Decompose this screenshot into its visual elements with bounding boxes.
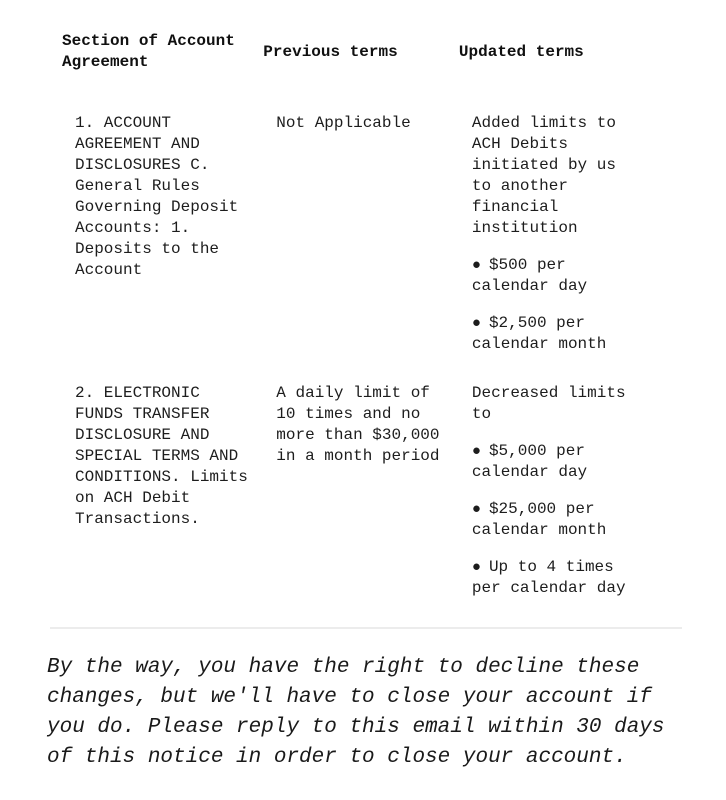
row2-bullet-2-text: $25,000 per calendar month (471, 500, 607, 539)
column-header-updated-terms: Updated terms (458, 42, 584, 61)
cell-row2-updated (459, 383, 686, 627)
horizontal-divider (50, 627, 682, 629)
list-item (472, 557, 639, 599)
table-row (62, 113, 686, 383)
list-item (472, 441, 639, 483)
row2-previous-text: A daily limit of 10 times and no more than $30,000 in a month period (276, 384, 440, 465)
list-item (472, 499, 639, 541)
bullet-icon: ● (471, 257, 481, 274)
list-item (472, 255, 639, 297)
cell-row2-section (62, 383, 263, 627)
cell-row1-previous (263, 113, 459, 383)
row1-bullet-2-text: $2,500 per calendar month (471, 314, 607, 353)
bullet-icon: ● (471, 315, 481, 332)
row1-section-text: 1. ACCOUNT AGREEMENT AND DISCLOSURES C. General Rules Governing Deposit Accounts: 1. Deposits to the Account (75, 114, 239, 279)
cell-row1-updated (459, 113, 686, 383)
row2-bullet-1-text: $5,000 per calendar day (471, 442, 588, 481)
list-item (472, 313, 639, 355)
column-header-previous-terms: Previous terms (263, 42, 398, 61)
decline-rights-note: By the way, you have the right to decline these changes, but we'll have to close your account if you do. Please reply to this email within 30 days of this notice in order to close your account. (47, 656, 665, 769)
row1-updated-intro: Added limits to ACH Debits initiated by us to another financial institution (471, 114, 616, 237)
column-header-section: Section of Account Agreement (62, 32, 235, 71)
bullet-icon: ● (471, 443, 481, 460)
table-header-row (62, 31, 686, 113)
cell-row1-section (62, 113, 263, 383)
row1-previous-text: Not Applicable (276, 114, 411, 132)
cell-row2-previous (263, 383, 459, 627)
row2-updated-intro: Decreased limits to (471, 384, 626, 423)
row1-bullet-1-text: $500 per calendar day (471, 256, 588, 295)
bullet-icon: ● (471, 501, 481, 518)
table-row (62, 383, 686, 627)
row2-bullet-3-text: Up to 4 times per calendar day (471, 558, 626, 597)
row2-section-text: 2. ELECTRONIC FUNDS TRANSFER DISCLOSURE AND SPECIAL TERMS AND CONDITIONS. Limits on ACH Debit Transactions. (75, 384, 248, 528)
bullet-icon: ● (471, 559, 481, 576)
account-terms-change-table (62, 31, 686, 627)
